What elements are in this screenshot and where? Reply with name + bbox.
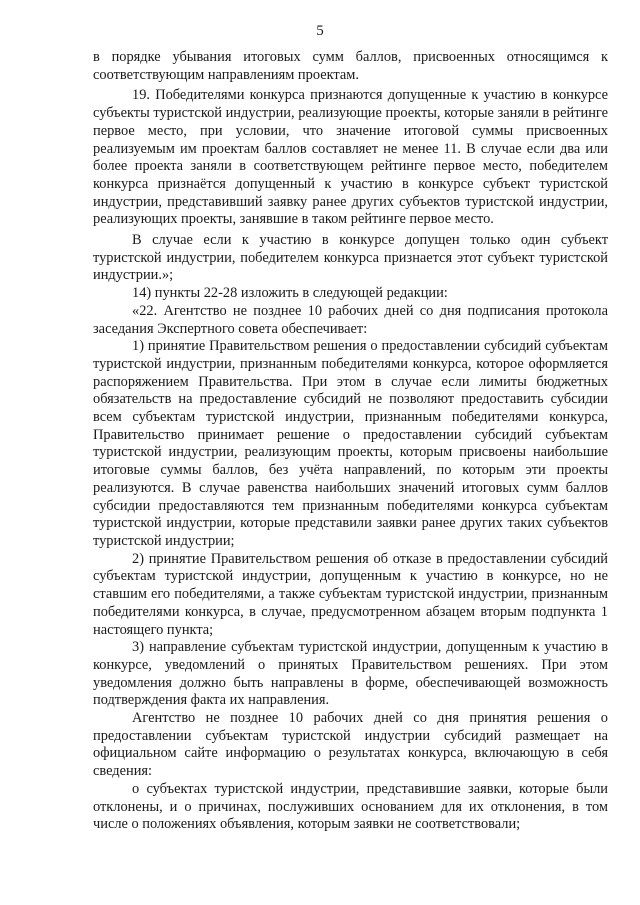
paragraph-rejected-applicants: о субъектах туристской индустрии, представившие заявки, которые были отклонены, и о причинах, послуживших основанием для их отклонения, в том числе о положениях объявления, которым заявки не соответствовали; [93,780,608,833]
paragraph-item-22: «22. Агентство не позднее 10 рабочих дней со дня подписания протокола заседания Экспертного совета обеспечивает: [93,302,608,337]
paragraph-subitem-3: 3) направление субъектам туристской индустрии, допущенным к участию в конкурсе, уведомлений о принятых Правительством решениях. При этом уведомления должно быть направлены в форме, обеспечивающей возможность подтверждения факта их направления. [93,639,608,709]
paragraph-single-participant: В случае если к участию в конкурсе допущен только один субъект туристской индустрии, победителем конкурса признается этот субъект туристской индустрии.»; [93,232,608,284]
paragraph-subitem-2: 2) принятие Правительством решения об отказе в предоставлении субсидий субъектам туристской индустрии, допущенным к участию в конкурсе, но не ставшим его победителями, а также субъектам туристской индустрии, признанным победителями конкурса, в случае, предусмотренном абзацем вторым подпункта 1 настоящего пункта; [93,550,608,638]
paragraph-subitem-1: 1) принятие Правительством решения о предоставлении субсидий субъектам туристской индустрии, признанным победителями конкурса, которое оформляется распоряжением Правительства. При этом в случае если лимиты бюджетных обязательств на предоставление субсидий не позволяют предоставить субсидии всем субъектам туристской индустрии, признанным победителями конкурса, Правительство принимает решение о предоставлении субсидий субъектам туристской индустрии, реализующим проекты, которым присвоены наибольшие итоговые суммы баллов, без учёта направлений, по которым эти проекты реализуются. В случае равенства наибольших значений итоговых сумм баллов субсидии предоставляются тем признанным победителями конкурса субъектам туристской индустрии, которые представили заявки ранее других таких субъектов туристской индустрии; [93,338,608,549]
document-body [93,49,608,834]
paragraph-item-14: 14) пункты 22-28 изложить в следующей редакции: [132,285,448,302]
paragraph-item-19: 19. Победителями конкурса признаются допущенные к участию в конкурсе субъекты туристской индустрии, реализующие проекты, которые заняли в рейтинге первое место, при условии, что значение итоговой суммы присвоенных реализуемым им проектам баллов составляет не менее 11. В случае если два или более проекта заняли в соответствующем рейтинге первое место, победителем конкурса признаётся допущенный к участию в конкурсе субъект туристской индустрии, представивший заявку ранее других субъектов туристской индустрии, реализующих проекты, занявшие в таком рейтинге первое место. [93,87,608,228]
page-number: 5 [316,23,324,39]
paragraph-continuation: в порядке убывания итоговых сумм баллов, присвоенных относящимся к соответствующим направлениям проектам. [93,49,608,83]
paragraph-agency-publication: Агентство не позднее 10 рабочих дней со дня принятия решения о предоставлении субъектам туристской индустрии субсидий размещает на официальном сайте информацию о результатах конкурса, включающую в себя сведения: [93,710,608,780]
